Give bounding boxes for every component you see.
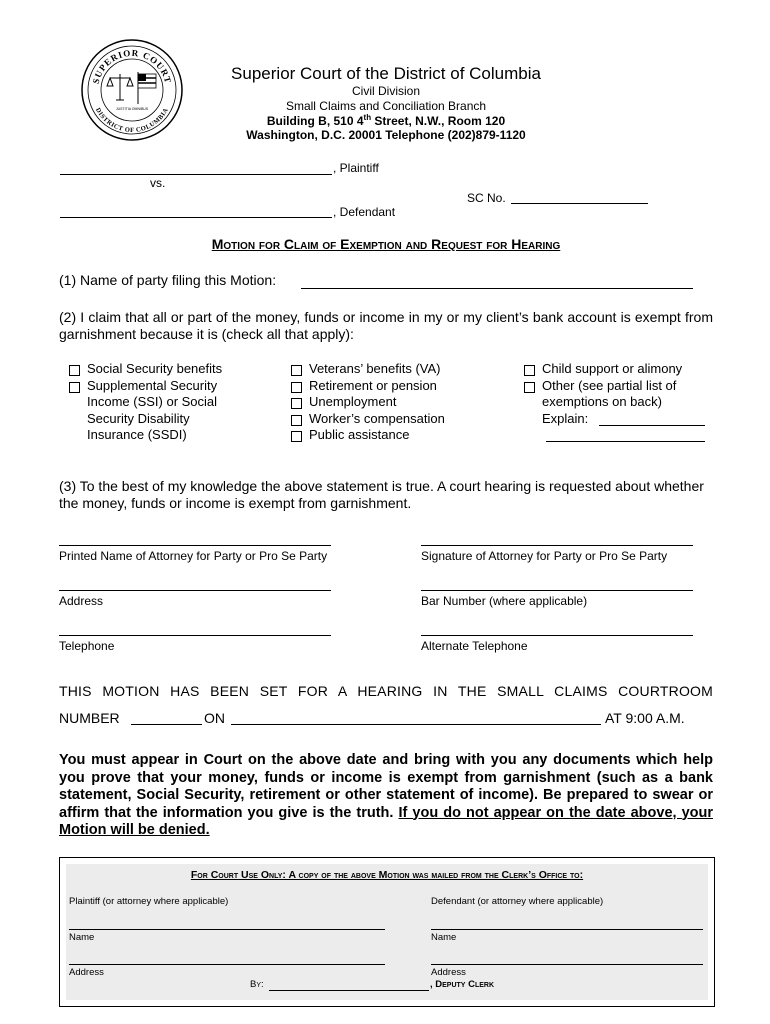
address-label: Address (59, 594, 104, 608)
checkbox-label: Supplemental Security (87, 377, 218, 393)
checkbox-label: Worker’s compensation (309, 410, 445, 426)
branch-name: Small Claims and Conciliation Branch (285, 99, 487, 113)
deputy-clerk-signature-line[interactable] (269, 990, 429, 991)
by-label: By: (250, 979, 264, 990)
veterans-checkbox[interactable] (291, 365, 302, 376)
deputy-clerk-label: , Deputy Clerk (430, 979, 495, 990)
defendant-label: , Defendant (333, 205, 396, 219)
vs-label: vs. (150, 176, 166, 190)
checkbox-label: Child support or alimony (542, 361, 683, 376)
exemption-column-3 (524, 361, 724, 427)
exemption-column-2 (291, 361, 501, 444)
section-2-text: (2) I claim that all or part of the money, funds or income in my or my client’s bank account is exempt from garnishment because it is (check all that apply): (59, 309, 713, 342)
alt-telephone-line[interactable] (421, 635, 693, 636)
checkbox-label: Retirement or pension (309, 377, 437, 393)
section-1-label: (1) Name of party filing this Motion: (59, 272, 277, 288)
exemption-column-1 (69, 361, 269, 444)
seal-top-text: SUPERIOR COURT (90, 47, 174, 85)
plaintiff-label: , Plaintiff (333, 161, 379, 175)
printed-name-line[interactable] (59, 545, 331, 546)
defendant-blank[interactable] (60, 217, 332, 218)
court-defendant-name-line[interactable] (431, 929, 703, 930)
section-3-text: (3) To the best of my knowledge the above statement is true. A court hearing is requested about whether the money, funds or income is exempt from garnishment. (59, 478, 704, 511)
public-assistance-checkbox[interactable] (291, 431, 302, 442)
warning-underlined: If you do not appear on the date above, your Motion will be denied. (59, 804, 714, 838)
flag-icon (138, 72, 156, 104)
division-name: Civil Division (351, 84, 420, 98)
court-address: Building B, 510 4th Street, N.W., Room 120 (266, 113, 506, 128)
checkbox-label: Explain: (542, 410, 589, 426)
social-security-checkbox[interactable] (69, 365, 80, 376)
explain-blank-2[interactable] (546, 441, 705, 442)
form-title: Motion for Claim of Exemption and Request for Hearing (211, 236, 561, 252)
hearing-date-blank[interactable] (231, 724, 601, 725)
court-use-heading: For Court Use Only: A copy of the above Motion was mailed from the Clerk’s Office to: (190, 869, 584, 881)
checkbox-label: Income (SSI) or Social (87, 394, 218, 409)
printed-name-label: Printed Name of Attorney for Party or Pro Se Party (59, 549, 328, 563)
address-line[interactable] (59, 590, 331, 591)
bar-number-label: Bar Number (where applicable) (421, 594, 588, 608)
retirement-checkbox[interactable] (291, 382, 302, 393)
hearing-on-label: ON (204, 710, 225, 726)
court-defendant-address-line[interactable] (431, 964, 703, 965)
checkbox-label: Security Disability (87, 410, 190, 426)
explain-blank-1[interactable] (599, 425, 705, 426)
court-name-left-label: Name (69, 932, 95, 943)
courtroom-number-blank[interactable] (131, 724, 202, 725)
court-address-right-label: Address (431, 967, 466, 978)
hearing-time-label: AT 9:00 A.M. (605, 710, 685, 726)
court-use-box (59, 857, 715, 1007)
other-checkbox[interactable] (524, 382, 535, 393)
signature-line[interactable] (421, 545, 693, 546)
telephone-label: Telephone (59, 639, 115, 653)
court-address-left-label: Address (69, 967, 104, 978)
seal-bottom-text: DISTRICT OF COLUMBIA (94, 106, 170, 135)
unemployment-checkbox[interactable] (291, 398, 302, 409)
plaintiff-blank[interactable] (60, 174, 332, 175)
city-telephone: Washington, D.C. 20001 Telephone (202)879-1120 (246, 128, 526, 142)
checkbox-label: exemptions on back) (542, 394, 662, 409)
party-name-blank[interactable] (301, 288, 693, 289)
scales-icon (107, 74, 133, 100)
appearance-warning (59, 752, 713, 840)
court-plaintiff-name-line[interactable] (69, 929, 385, 930)
checkbox-label: Insurance (SSDI) (87, 427, 187, 442)
bar-number-line[interactable] (421, 590, 693, 591)
alt-telephone-label: Alternate Telephone (421, 639, 528, 653)
seal-motto: JUSTITIA OMNIBUS (115, 107, 149, 111)
court-plaintiff-address-line[interactable] (69, 964, 385, 965)
court-name-right-label: Name (431, 932, 457, 943)
checkbox-label: Social Security benefits (87, 361, 223, 376)
court-seal (80, 38, 184, 142)
sc-number-blank[interactable] (511, 203, 648, 204)
court-plaintiff-label: Plaintiff (or attorney where applicable) (69, 896, 229, 907)
checkbox-label: Veterans’ benefits (VA) (309, 361, 441, 376)
court-title: Superior Court of the District of Columbia (231, 64, 541, 83)
workers-comp-checkbox[interactable] (291, 415, 302, 426)
ssi-ssdi-checkbox[interactable] (69, 382, 80, 393)
checkbox-label: Public assistance (309, 427, 410, 442)
court-defendant-label: Defendant (or attorney where applicable) (431, 896, 604, 907)
checkbox-label: Other (see partial list of (542, 377, 677, 393)
warning-text: You must appear in Court on the above date and bring with you any documents which help you prove that your money, funds or income is exempt from garnishment (such as a bank statement, Social Security, retirement or other statement of income). Be prepared to swear or affirm that the information you give is the truth. (59, 752, 713, 821)
telephone-line[interactable] (59, 635, 331, 636)
signature-label: Signature of Attorney for Party or Pro Se Party (421, 549, 668, 563)
child-support-checkbox[interactable] (524, 365, 535, 376)
hearing-number-label: NUMBER (59, 710, 120, 726)
sc-number-label: SC No. (467, 191, 506, 205)
hearing-line-1: THIS MOTION HAS BEEN SET FOR A HEARING IN THE SMALL CLAIMS COURTROOM (59, 683, 713, 699)
checkbox-label: Unemployment (309, 394, 397, 409)
